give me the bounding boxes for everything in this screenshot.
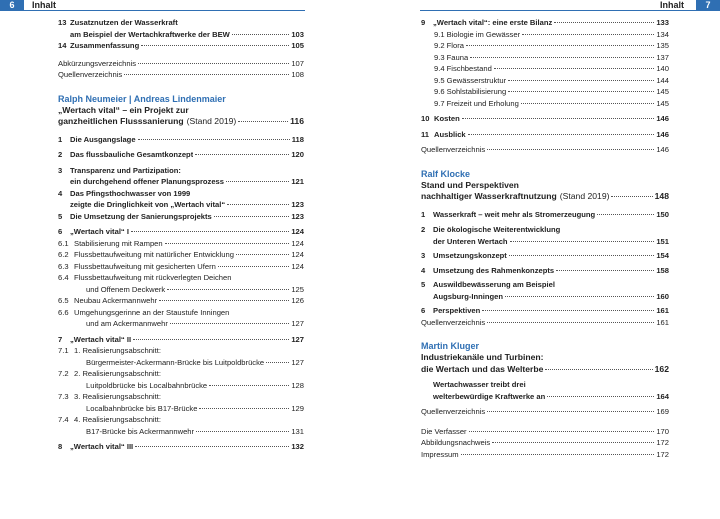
toc-subentry-cont[interactable]: B17-Brücke bis Ackermannwehr 131 [86,426,304,436]
toc-subentry[interactable]: 6.1 Stabilisierung mit Rampen 124 [58,238,304,248]
section-title: Inhalt [660,0,684,10]
page-number: 6 [0,0,24,11]
section-title: Inhalt [32,0,56,10]
article-title-line[interactable]: Industriekanäle und Turbinen: [421,352,544,362]
toc-entry-cont[interactable]: der Unteren Wertach 151 [433,236,669,246]
appendix-entry[interactable]: Quellenverzeichnis 146 [421,145,669,154]
toc-subentry[interactable]: 7.3 3. Realisierungsabschnitt: [58,392,161,401]
article-title-line[interactable]: nachhaltiger Wasserkraftnutzung (Stand 2019) 148 [421,191,669,201]
back-matter-entry[interactable]: Impressum 172 [421,449,669,459]
article-author: Ralph Neumeier | Andreas Lindenmaier [58,93,226,104]
toc-subentry[interactable]: 7.2 2. Realisierungsabschnitt: [58,369,161,378]
toc-subentry[interactable]: 9.4 Fischbestand 140 [434,64,669,73]
appendix-entry[interactable]: Quellenverzeichnis 108 [58,70,304,79]
toc-column [58,17,304,453]
toc-subentry[interactable]: 6.6 Umgehungsgerinne an der Staustufe Inningen [58,307,230,317]
toc-entry[interactable]: 3 Umsetzungskonzept 154 [421,251,669,260]
article-title-line[interactable]: „Wertach vital“ – ein Projekt zur [58,104,189,115]
toc-entry[interactable]: 7 „Wertach vital“ II 127 [58,334,304,344]
toc-entry[interactable]: 9 „Wertach vital“: eine erste Bilanz 133 [421,18,669,27]
toc-subentry[interactable]: 6.4 Flussbettaufweitung mit rückverlegten Deichen [58,273,232,282]
toc-entry[interactable]: 2 Das flussbauliche Gesamtkonzept 120 [58,150,304,159]
toc-entry-cont[interactable]: zeigte die Dringlichkeit von „Wertach vital“ 123 [70,200,304,209]
toc-entry[interactable]: 1 Die Ausgangslage 118 [58,134,304,144]
appendix-entry[interactable]: Quellenverzeichnis 161 [421,317,669,327]
toc-subentry[interactable]: 9.1 Biologie im Gewässer 134 [434,29,669,39]
toc-entry[interactable]: 13 Zusatznutzen der Wasserkraft [58,18,178,27]
toc-subentry-cont[interactable]: und am Ackermannwehr 127 [86,319,304,328]
toc-entry-cont[interactable]: Augsburg-Inningen 160 [433,291,669,301]
article-author: Ralf Klocke [421,168,471,179]
back-matter-entry[interactable]: Abbildungsnachweis 172 [421,438,669,447]
article-title-line[interactable]: Stand und Perspektiven [421,179,519,190]
toc-entry[interactable]: 5 Auswildbewässerung am Beispiel [421,280,555,289]
toc-entry[interactable]: 10 Kosten 146 [421,114,669,123]
toc-subentry[interactable]: 6.3 Flussbettaufweitung mit gesicherten Ufern 124 [58,261,304,271]
toc-entry-cont[interactable]: am Beispiel der Wertachkraftwerke der BEW 103 [70,29,304,39]
toc-entry[interactable]: 6 Perspektiven 161 [421,306,669,315]
toc-entry-cont[interactable]: welterbewürdige Kraftwerke an 164 [433,391,669,401]
toc-entry[interactable]: Wertachwasser treibt drei [433,380,526,389]
toc-subentry[interactable]: 9.3 Fauna 137 [434,52,669,62]
toc-entry[interactable]: 2 Die ökologische Weiterentwicklung [421,225,561,234]
toc-subentry-cont[interactable]: und Offenem Deckwerk 125 [86,284,304,294]
toc-entry[interactable]: 4 Das Pfingsthochwasser von 1999 [58,188,191,198]
toc-subentry[interactable]: 9.7 Freizeit und Erholung 145 [434,98,669,108]
toc-entry[interactable]: 5 Die Umsetzung der Sanierungsprojekts 123 [58,211,304,221]
toc-entry[interactable]: 3 Transparenz und Partizipation: [58,165,181,175]
toc-entry[interactable]: 4 Umsetzung des Rahmenkonzepts 158 [421,265,669,275]
toc-subentry-cont[interactable]: Bürgermeister-Ackermann-Brücke bis Luitpoldbrücke 127 [86,357,304,367]
toc-subentry[interactable]: 6.5 Neubau Ackermannwehr 126 [58,296,304,305]
toc-subentry[interactable]: 9.6 Sohlstabilisierung 145 [434,87,669,96]
article-title-line[interactable]: ganzheitlichen Flusssanierung (Stand 2019) 116 [58,116,304,126]
toc-entry[interactable]: 1 Wasserkraft – weit mehr als Stromerzeugung 150 [421,209,669,219]
toc-subentry[interactable]: 6.2 Flussbettaufweitung mit natürlicher Entwicklung 124 [58,250,304,259]
appendix-entry[interactable]: Quellenverzeichnis 169 [421,407,669,416]
article-author: Martin Kluger [421,341,480,351]
toc-entry-cont[interactable]: ein durchgehend offener Planungsprozess 121 [70,177,304,186]
toc-entry[interactable]: 14 Zusammenfassung 105 [58,41,304,50]
toc-entry[interactable]: 11 Ausblick 146 [421,129,669,139]
toc-entry[interactable]: 8 „Wertach vital“ III 132 [58,442,304,451]
toc-subentry-cont[interactable]: Luitpoldbrücke bis Localbahnbrücke 128 [86,380,304,390]
article-title-line[interactable]: die Wertach und das Welterbe 162 [421,363,669,374]
toc-column [421,17,669,460]
toc-subentry[interactable]: 9.2 Flora 135 [434,41,669,50]
page-number: 7 [696,0,720,11]
right-page [360,0,720,519]
toc-subentry[interactable]: 7.1 1. Realisierungsabschnitt: [58,346,161,355]
toc-subentry[interactable]: 9.5 Gewässerstruktur 144 [434,75,669,85]
toc-subentry-cont[interactable]: Localbahnbrücke bis B17-Brücke 129 [86,403,304,413]
back-matter-entry[interactable]: Die Verfasser 170 [421,426,669,436]
appendix-entry[interactable]: Abkürzungsverzeichnis 107 [58,58,304,68]
toc-entry[interactable]: 6 „Wertach vital“ I 124 [58,227,304,236]
toc-subentry[interactable]: 7.4 4. Realisierungsabschnitt: [58,415,161,424]
